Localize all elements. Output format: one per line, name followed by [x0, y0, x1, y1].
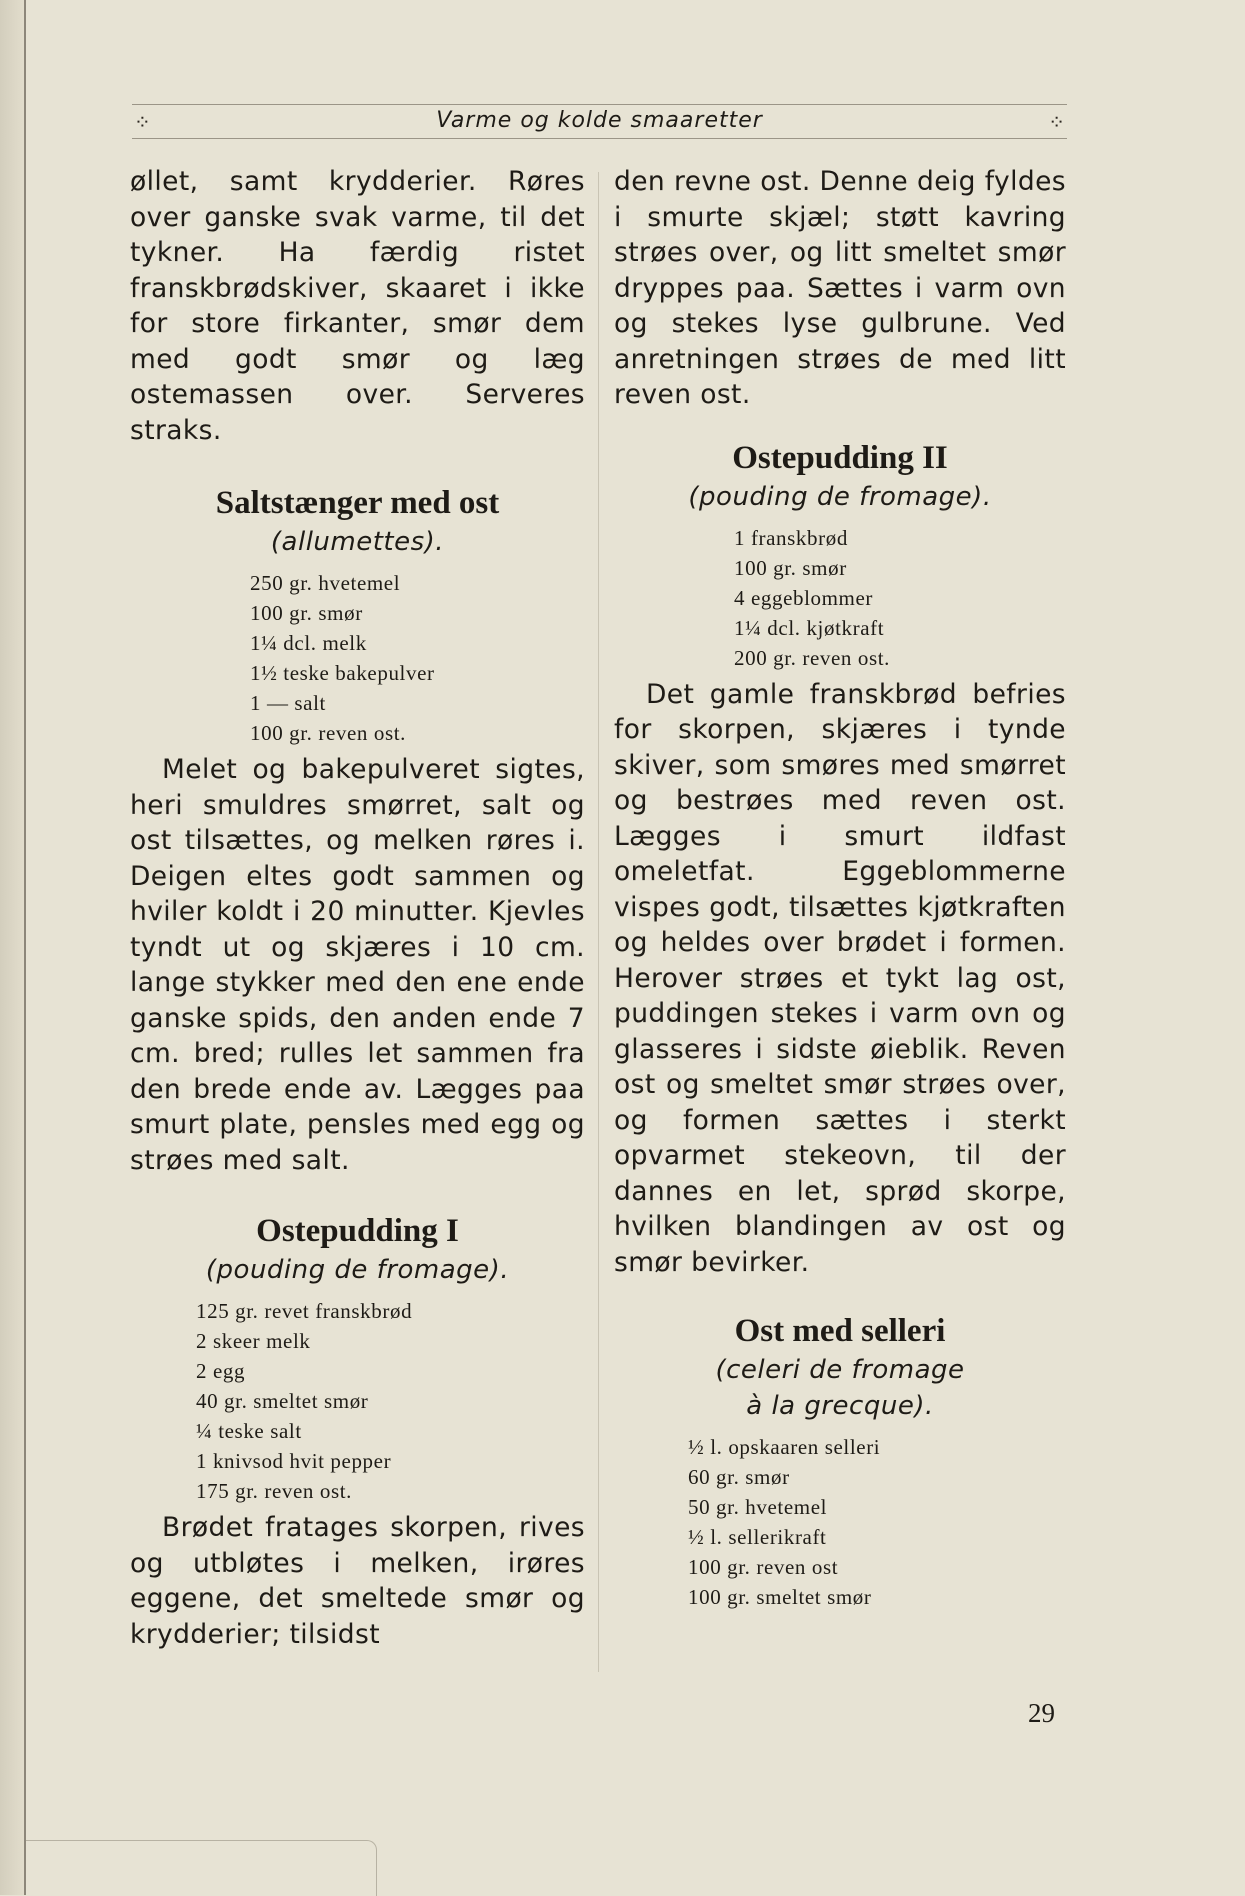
ingredient: 100 gr. smør [734, 555, 847, 580]
ingredient: 1 franskbrød [734, 525, 848, 550]
header-rule-top [132, 104, 1067, 105]
recipe-subtitle: (allumettes). [270, 527, 445, 557]
column-divider [598, 172, 599, 1672]
ingredient-list [250, 568, 585, 748]
ingredient: ½ l. sellerikraft [688, 1525, 827, 1549]
ingredient: 200 gr. reven ost. [734, 645, 891, 670]
spine-edge [24, 0, 26, 1895]
running-header [132, 98, 1067, 138]
recipe-subtitle: (pouding de fromage). [688, 481, 992, 512]
recipe-title: Ost med selleri [734, 1313, 946, 1349]
recipe-subtitle: à la grecque). [746, 1391, 934, 1421]
ingredient-list [734, 523, 1066, 673]
recipe-subtitle: (celeri de fromage [715, 1355, 965, 1385]
ingredient: 1 knivsod hvit pepper [196, 1449, 392, 1473]
page-tab-edge [26, 1840, 377, 1896]
recipe-instructions: Det gamle franskbrød befries for skorpen, skjæres i tynde skiver, som smøres med smørret og bestrøes med reven ost. Lægges i smurt ildfast omeletfat. Eggeblommerne vispes godt, tilsættes kjøtkraften og heldes over brødet i formen. Herover strøes et tykt lag ost, puddingen stekes i varm ovn og glasseres i sidste øieblik. Reven ost og smeltet smør strøes over, og formen sættes i sterkt opvarmet stekeovn, til der dannes en let, sprød skorpe, hvilken blandingen av ost og smør bevirker. [614, 678, 1066, 1278]
recipe-subtitle: (pouding de fromage). [205, 1255, 510, 1285]
left-column [130, 164, 585, 1652]
recipe-instructions: Melet og bakepulveret sigtes, heri smuldres smørret, salt og ost tilsættes, og melken røres i. Deigen eltes godt sammen og hviler koldt i 20 minutter. Kjevles tyndt ut og skjæres i 10 cm. lange stykker med den ene ende ganske spids, den anden ende 7 cm. bred; rulles let sammen fra den brede ende av. Lægges paa smurt plate, pensles med egg og strøes med salt. [130, 754, 585, 1176]
header-rule-bottom [132, 138, 1067, 139]
ingredient: 1½ teske bakepulver [250, 661, 435, 685]
recipe-title: Ostepudding II [732, 439, 948, 476]
ingredient: 1 — salt [250, 691, 326, 715]
ornament-right-icon: ⁘ [1048, 112, 1065, 134]
continued-paragraph: den revne ost. Denne deig fyldes i smurte skjæl; støtt kavring strøes over, og litt smeltet smør dryppes paa. Sættes i varm ovn og stekes lyse gulbrune. Ved anretningen strøes de med litt reven ost. [614, 166, 1066, 410]
ingredient: 2 egg [196, 1359, 246, 1383]
ingredient-list [196, 1296, 585, 1506]
ornament-left-icon: ⁘ [134, 112, 151, 134]
ingredient: 250 gr. hvetemel [250, 571, 401, 595]
running-title: Varme og kolde smaaretter [436, 108, 763, 133]
ingredient: 4 eggeblommer [734, 585, 874, 610]
ingredient: 40 gr. smeltet smør [196, 1389, 369, 1413]
ingredient-list [688, 1432, 1066, 1612]
book-spine [0, 0, 24, 1895]
ingredient: 50 gr. hvetemel [688, 1495, 828, 1519]
recipe-instructions: Brødet fratages skorpen, rives og utbløtes i melken, irøres eggene, det smeltede smør og krydderier; tilsidst [130, 1512, 585, 1650]
ingredient: 1¼ dcl. kjøtkraft [734, 615, 885, 640]
ingredient: 60 gr. smør [688, 1465, 790, 1489]
ingredient: 100 gr. reven ost [688, 1555, 839, 1579]
right-column [614, 164, 1066, 1612]
page-number: 29 [1028, 1698, 1055, 1728]
ingredient: ¼ teske salt [196, 1419, 302, 1443]
recipe-title: Saltstænger med ost [215, 485, 500, 521]
ingredient: 1¼ dcl. melk [250, 631, 367, 655]
recipe-title: Ostepudding I [256, 1213, 459, 1249]
ingredient: 100 gr. reven ost. [250, 721, 407, 745]
ingredient: 125 gr. revet franskbrød [196, 1299, 413, 1323]
ingredient: 100 gr. smør [250, 601, 363, 625]
ingredient: 100 gr. smeltet smør [688, 1585, 872, 1609]
ingredient: 175 gr. reven ost. [196, 1479, 353, 1503]
ingredient: 2 skeer melk [196, 1329, 311, 1353]
ingredient: ½ l. opskaaren selleri [688, 1435, 881, 1459]
continued-paragraph: øllet, samt krydderier. Røres over ganske svak varme, til det tykner. Ha færdig ristet franskbrødskiver, skaaret i ikke for store firkanter, smør dem med godt smør og læg ostemassen over. Serveres straks. [130, 166, 585, 446]
